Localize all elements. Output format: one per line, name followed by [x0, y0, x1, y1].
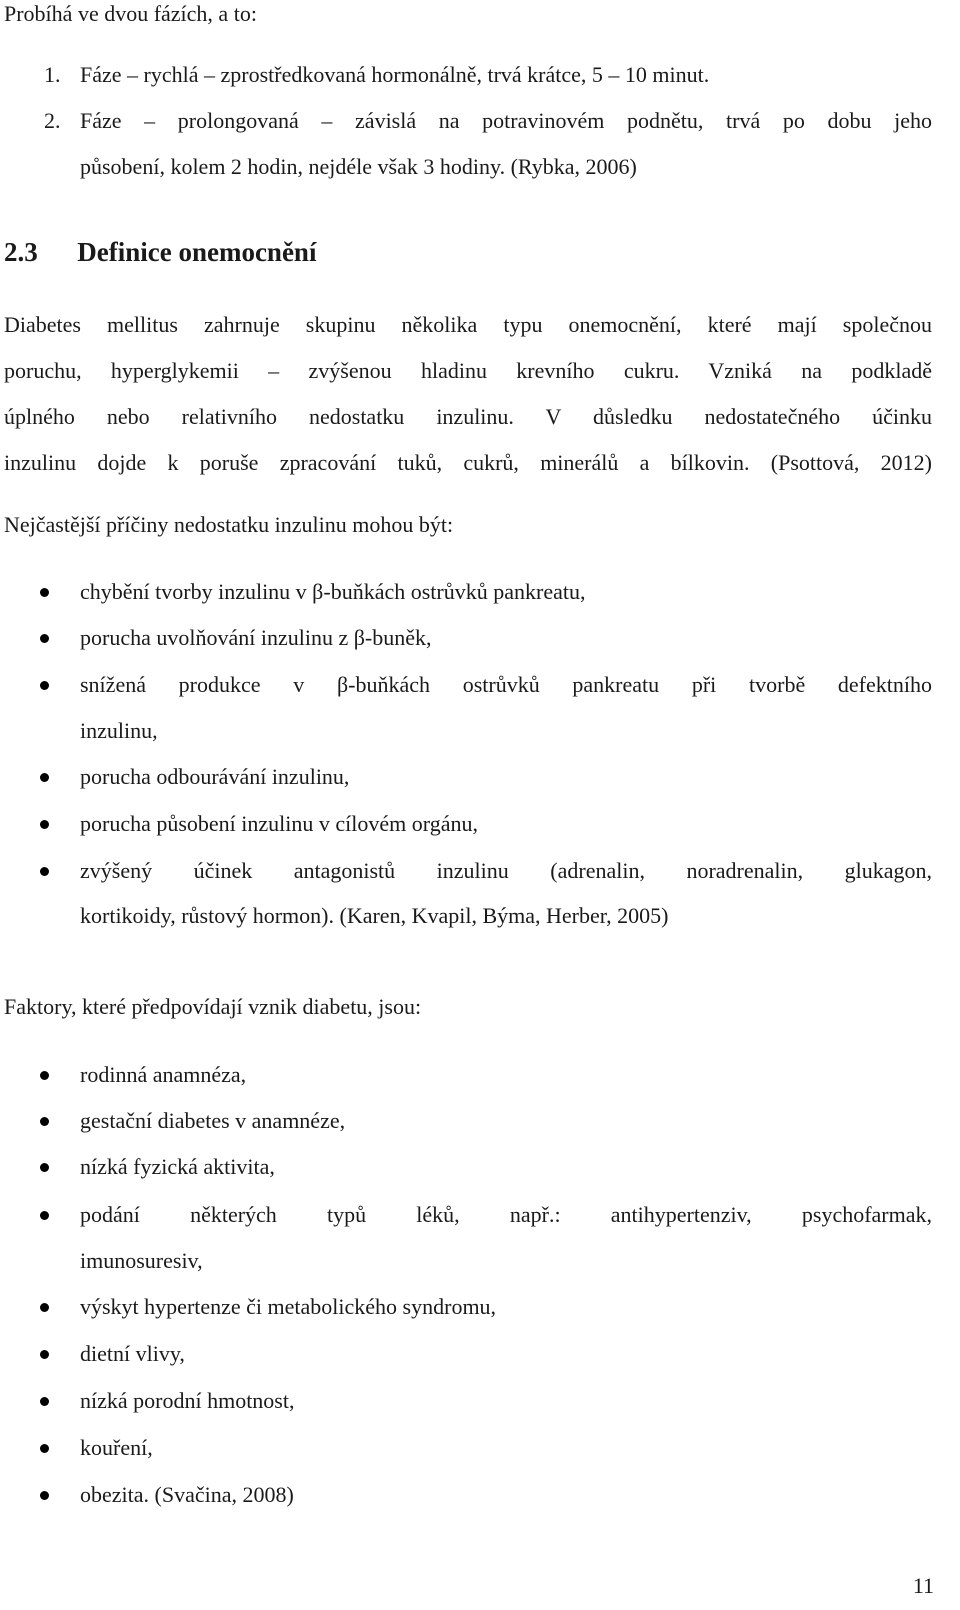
- bullet-icon: [40, 1491, 49, 1500]
- section-title: Definice onemocnění: [77, 237, 317, 267]
- list-item: porucha uvolňování inzulinu z β-buněk,: [80, 625, 432, 650]
- bullet-icon: [40, 1397, 49, 1406]
- list-item: obezita. (Svačina, 2008): [80, 1482, 294, 1507]
- causes-intro: Nejčastější příčiny nedostatku inzulinu mohou být:: [4, 512, 454, 537]
- bullet-icon: [40, 820, 49, 829]
- list-item: chybění tvorby inzulinu v β-buňkách ostrůvků pankreatu,: [80, 579, 586, 604]
- phase-number: 1.: [44, 62, 61, 87]
- paragraph-line: poruchu, hyperglykemii – zvýšenou hladinu krevního cukru. Vzniká na podkladě: [4, 358, 932, 383]
- list-item: výskyt hypertenze či metabolického syndromu,: [80, 1294, 497, 1319]
- bullet-icon: [40, 588, 49, 597]
- bullet-icon: [40, 1211, 49, 1220]
- bullet-icon: [40, 1444, 49, 1453]
- bullet-icon: [40, 773, 49, 782]
- bullet-icon: [40, 1117, 49, 1126]
- list-item: podání některých typů léků, např.: antihypertenziv, psychofarmak,: [80, 1202, 932, 1227]
- page-number: 11: [912, 1573, 934, 1598]
- list-item: gestační diabetes v anamnéze,: [80, 1108, 346, 1133]
- phase-text: Fáze – rychlá – zprostředkovaná hormonálně, trvá krátce, 5 – 10 minut.: [80, 62, 710, 87]
- section-heading: [4, 238, 316, 266]
- list-item-continuation: kortikoidy, růstový hormon). (Karen, Kvapil, Býma, Herber, 2005): [80, 903, 669, 928]
- list-item: kouření,: [80, 1435, 153, 1460]
- bullet-icon: [40, 1303, 49, 1312]
- bullet-icon: [40, 681, 49, 690]
- list-item-continuation: inzulinu,: [80, 718, 158, 743]
- bullet-icon: [40, 867, 49, 876]
- list-item: dietní vlivy,: [80, 1341, 185, 1366]
- list-item: zvýšený účinek antagonistů inzulinu (adrenalin, noradrenalin, glukagon,: [80, 858, 932, 883]
- phase-text: působení, kolem 2 hodin, nejdéle však 3 hodiny. (Rybka, 2006): [80, 154, 637, 179]
- list-item: porucha odbourávání inzulinu,: [80, 764, 350, 789]
- bullet-icon: [40, 1350, 49, 1359]
- paragraph-line: Diabetes mellitus zahrnuje skupinu několika typu onemocnění, které mají společnou: [4, 312, 932, 337]
- list-item-continuation: imunosuresiv,: [80, 1248, 203, 1273]
- bullet-icon: [40, 1163, 49, 1172]
- phase-number: 2.: [44, 108, 61, 133]
- list-item: snížená produkce v β-buňkách ostrůvků pankreatu při tvorbě defektního: [80, 672, 932, 697]
- intro-text: Probíhá ve dvou fázích, a to:: [4, 1, 257, 26]
- bullet-icon: [40, 1071, 49, 1080]
- paragraph-line: inzulinu dojde k poruše zpracování tuků, cukrů, minerálů a bílkovin. (Psottová, 2012): [4, 450, 932, 475]
- list-item: nízká porodní hmotnost,: [80, 1388, 295, 1413]
- factors-intro: Faktory, které předpovídají vznik diabetu, jsou:: [4, 994, 422, 1019]
- paragraph-line: úplného nebo relativního nedostatku inzulinu. V důsledku nedostatečného účinku: [4, 404, 932, 429]
- list-item: porucha působení inzulinu v cílovém orgánu,: [80, 811, 478, 836]
- list-item: nízká fyzická aktivita,: [80, 1154, 275, 1179]
- phase-text: Fáze – prolongovaná – závislá na potravinovém podnětu, trvá po dobu jeho: [80, 108, 932, 133]
- section-number: 2.3: [4, 237, 38, 267]
- list-item: rodinná anamnéza,: [80, 1062, 247, 1087]
- bullet-icon: [40, 634, 49, 643]
